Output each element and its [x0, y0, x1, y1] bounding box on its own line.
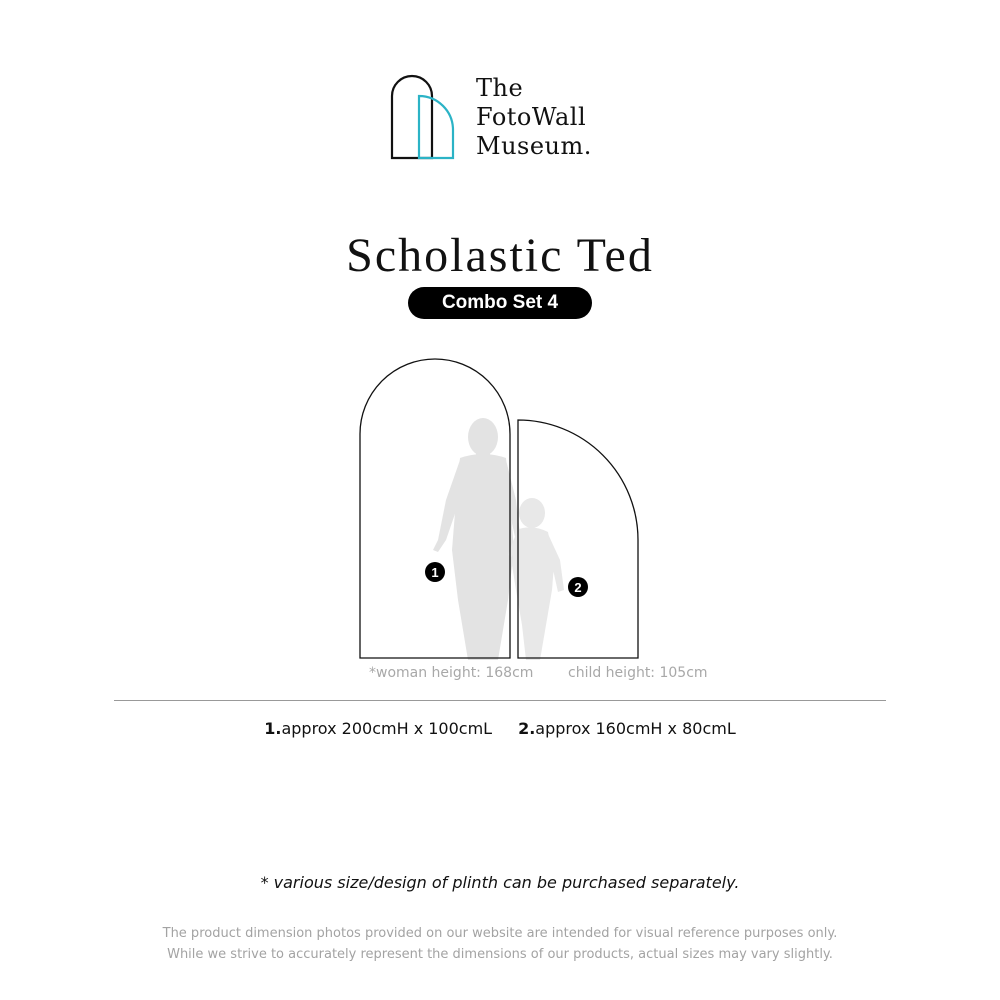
marker-1: [425, 562, 445, 582]
woman-silhouette: [433, 418, 520, 660]
dimension-1-text: approx 200cmH x 100cmL: [281, 719, 493, 738]
dimension-2-number: 2.: [518, 719, 536, 738]
brand-line-2: FotoWall: [476, 103, 587, 131]
brand-line-1: The: [476, 74, 524, 102]
dimensions-line: [0, 719, 1000, 738]
woman-height-note: *woman height: 168cm: [369, 665, 534, 681]
marker-1-label: 1: [431, 565, 439, 580]
logo-arch-icon: [390, 74, 460, 162]
disclaimer-line-1: The product dimension photos provided on our website are intended for visual reference purposes only.: [162, 926, 838, 941]
child-height-note: child height: 105cm: [568, 665, 708, 681]
marker-2-label: 2: [574, 580, 582, 595]
plinth-note: * various size/design of plinth can be purchased separately.: [260, 873, 740, 892]
combo-set-badge: Combo Set 4: [408, 287, 592, 319]
marker-2: [568, 577, 588, 597]
arch-panels-figure: [340, 350, 660, 665]
divider-line: [114, 700, 886, 701]
brand-wordmark: [476, 74, 592, 161]
dimension-1-number: 1.: [264, 719, 282, 738]
disclaimer-line-2: While we strive to accurately represent the dimensions of our products, actual sizes may vary slightly.: [167, 947, 833, 962]
brand-line-3: Museum.: [476, 132, 592, 160]
dimension-2-text: approx 160cmH x 80cmL: [535, 719, 736, 738]
product-title: Scholastic Ted: [346, 229, 654, 282]
disclaimer: [0, 923, 1000, 965]
